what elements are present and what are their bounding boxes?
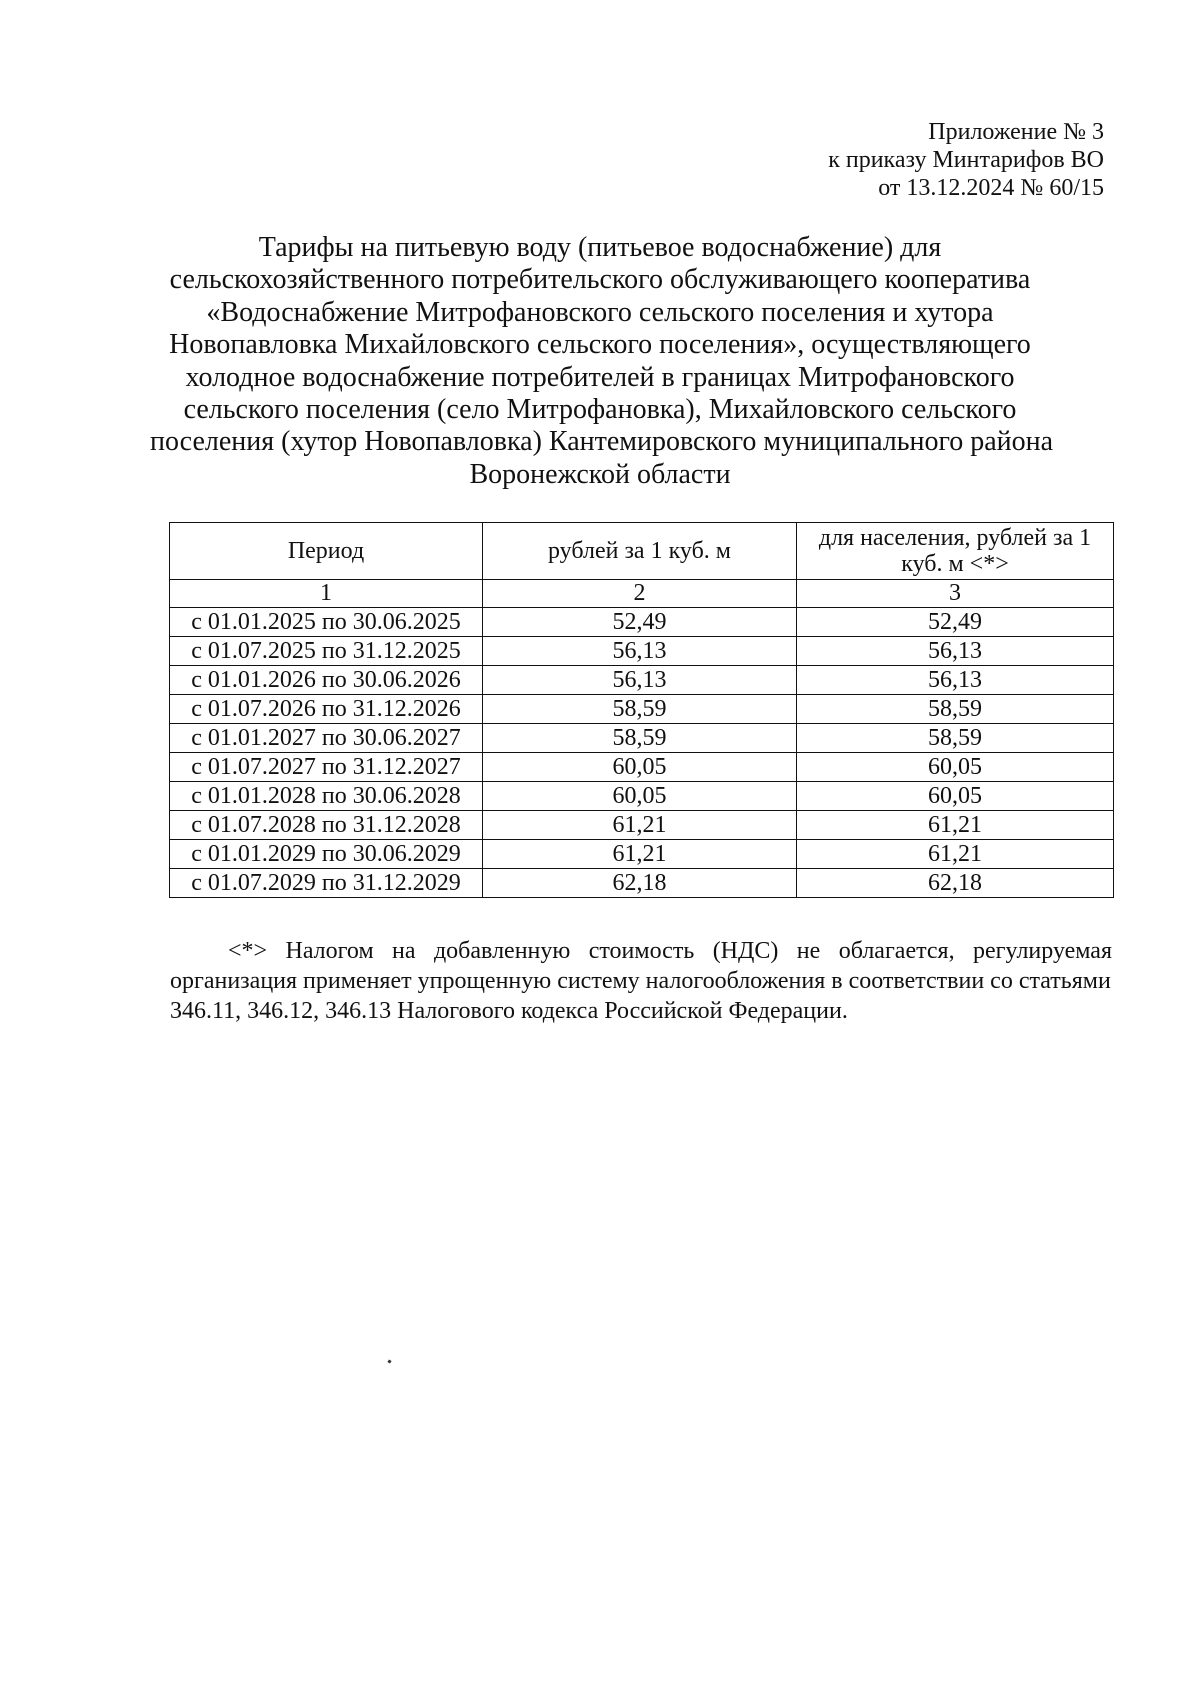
population-cell: 60,05 [797, 753, 1114, 782]
title-line: «Водоснабжение Митрофановского сельского поселения и хутора [206, 296, 994, 328]
document-title [150, 232, 1054, 491]
population-cell: 61,21 [797, 811, 1114, 840]
title-line: Новопавловка Михайловского сельского поселения», осуществляющего [169, 329, 1031, 361]
table-row [170, 753, 1114, 782]
period-cell: с 01.01.2029 по 30.06.2029 [170, 840, 483, 869]
table-row [170, 666, 1114, 695]
population-cell: 56,13 [797, 666, 1114, 695]
appendix-order-ref: к приказу Минтарифов ВО [828, 147, 1104, 173]
table-row [170, 811, 1114, 840]
tariff-table [169, 522, 1114, 898]
footnote-line: <*> Налогом на добавленную стоимость (НДС) не облагается, регулируемая [228, 938, 1112, 964]
rub-cell: 52,49 [483, 608, 797, 637]
population-cell: 56,13 [797, 637, 1114, 666]
title-line: сельского поселения (село Митрофановка), Михайловского сельского [183, 394, 1017, 426]
column-number: 1 [170, 580, 483, 608]
title-line: Тарифы на питьевую воду (питьевое водоснабжение) для [258, 232, 942, 263]
period-cell: с 01.01.2028 по 30.06.2028 [170, 782, 483, 811]
title-line: поселения (хутор Новопавловка) Кантемировского муниципального района [150, 426, 1054, 458]
column-number: 3 [797, 580, 1114, 608]
rub-cell: 58,59 [483, 724, 797, 753]
title-line: сельскохозяйственного потребительского обслуживающего кооператива [169, 264, 1031, 296]
table-row [170, 724, 1114, 753]
header-population: для населения, рублей за 1 куб. м <*> [797, 523, 1114, 580]
table-row [170, 840, 1114, 869]
table-header-row [170, 523, 1114, 580]
appendix-order-date: от 13.12.2024 № 60/15 [878, 175, 1104, 201]
table-row [170, 695, 1114, 724]
table-row [170, 608, 1114, 637]
rub-cell: 56,13 [483, 666, 797, 695]
rub-cell: 60,05 [483, 753, 797, 782]
period-cell: с 01.07.2027 по 31.12.2027 [170, 753, 483, 782]
population-cell: 61,21 [797, 840, 1114, 869]
period-cell: с 01.01.2026 по 30.06.2026 [170, 666, 483, 695]
period-cell: с 01.07.2029 по 31.12.2029 [170, 869, 483, 898]
scan-speck [387, 1359, 391, 1363]
period-cell: с 01.07.2028 по 31.12.2028 [170, 811, 483, 840]
title-line: холодное водоснабжение потребителей в границах Митрофановского [185, 361, 1015, 393]
table-row [170, 869, 1114, 898]
population-cell: 52,49 [797, 608, 1114, 637]
column-number-row [170, 580, 1114, 608]
rub-cell: 61,21 [483, 811, 797, 840]
column-number: 2 [483, 580, 797, 608]
population-cell: 60,05 [797, 782, 1114, 811]
footnote-line: организация применяет упрощенную систему налогообложения в соответствии со статьями [170, 968, 1111, 994]
rub-cell: 56,13 [483, 637, 797, 666]
rub-cell: 60,05 [483, 782, 797, 811]
period-cell: с 01.01.2025 по 30.06.2025 [170, 608, 483, 637]
table-row [170, 782, 1114, 811]
period-cell: с 01.01.2027 по 30.06.2027 [170, 724, 483, 753]
appendix-header [828, 118, 1104, 202]
title-line: Воронежской области [469, 458, 731, 490]
footnote [170, 936, 1112, 1026]
table-row [170, 637, 1114, 666]
footnote-line: 346.11, 346.12, 346.13 Налогового кодекса Российской Федерации. [170, 998, 848, 1024]
appendix-number: Приложение № 3 [928, 119, 1104, 145]
population-cell: 62,18 [797, 869, 1114, 898]
header-rub: рублей за 1 куб. м [483, 523, 797, 580]
period-cell: с 01.07.2025 по 31.12.2025 [170, 637, 483, 666]
rub-cell: 62,18 [483, 869, 797, 898]
population-cell: 58,59 [797, 695, 1114, 724]
rub-cell: 58,59 [483, 695, 797, 724]
period-cell: с 01.07.2026 по 31.12.2026 [170, 695, 483, 724]
header-period: Период [170, 523, 483, 580]
rub-cell: 61,21 [483, 840, 797, 869]
population-cell: 58,59 [797, 724, 1114, 753]
